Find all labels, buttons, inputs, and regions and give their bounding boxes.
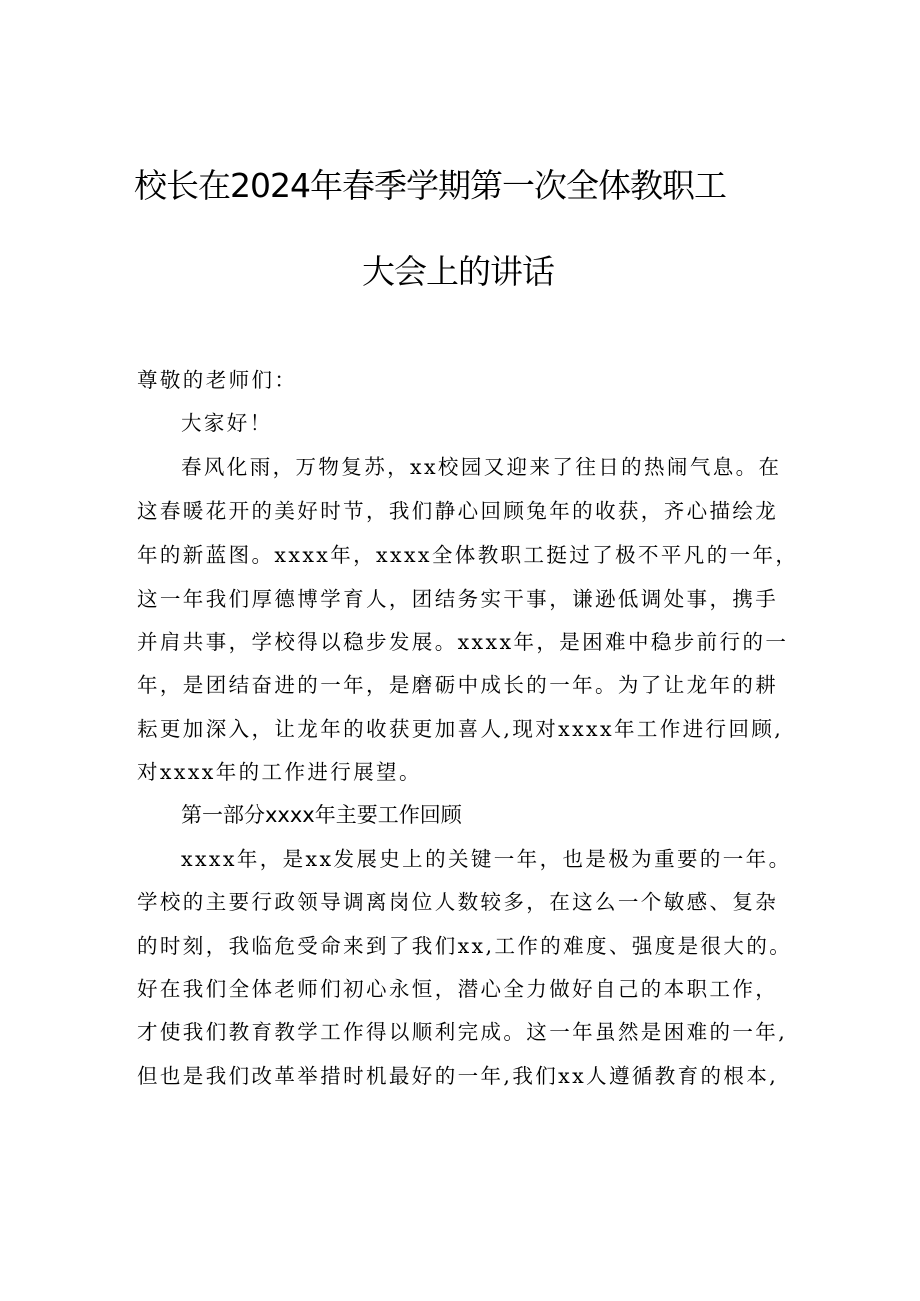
- paragraph-1-line-8: 对xxxx年的工作进行展望。: [137, 760, 422, 784]
- paragraph-2-line-5: 才使我们教育教学工作得以顺利完成。这一年虽然是困难的一年,: [137, 1020, 788, 1044]
- paragraph-1-line-1: 春风化雨，万物复苏，xx校园又迎来了往日的热闹气息。在: [181, 455, 782, 479]
- greeting: 大家好！: [181, 411, 273, 435]
- paragraph-2-line-1: xxxx年，是xx发展史上的关键一年，也是极为重要的一年。: [181, 847, 792, 871]
- paragraph-1-line-2: 这春暖花开的美好时节，我们静心回顾兔年的收获，齐心描绘龙: [137, 499, 779, 523]
- paragraph-1-line-3: 年的新蓝图。xxxx年，xxxx全体教职工挺过了极不平凡的一年，: [137, 543, 799, 567]
- section-heading: 第一部分xxxx年主要工作回顾: [181, 803, 462, 827]
- paragraph-2-line-6: 但也是我们改革举措时机最好的一年,我们xx人遵循教育的根本,: [137, 1064, 779, 1088]
- paragraph-1-line-6: 年，是团结奋进的一年，是磨砺中成长的一年。为了让龙年的耕: [137, 673, 779, 697]
- document-title-line-1: 校长在2024年春季学期第一次全体教职工: [134, 166, 726, 205]
- paragraph-2-line-2: 学校的主要行政领导调离岗位人数较多，在这么一个敏感、复杂: [137, 890, 779, 914]
- paragraph-1-line-4: 这一年我们厚德博学育人，团结务实干事，谦逊低调处事，携手: [137, 587, 779, 611]
- paragraph-2-line-3: 的时刻，我临危受命来到了我们xx,工作的难度、强度是很大的。: [137, 934, 793, 958]
- document-title-line-2: 大会上的讲话: [362, 252, 554, 291]
- paragraph-2-line-4: 好在我们全体老师们初心永恒，潜心全力做好自己的本职工作，: [137, 977, 779, 1001]
- salutation: 尊敬的老师们：: [137, 368, 298, 392]
- paragraph-1-line-7: 耘更加深入，让龙年的收获更加喜人,现对xxxx年工作进行回顾,: [137, 717, 784, 741]
- paragraph-1-line-5: 并肩共事，学校得以稳步发展。xxxx年，是困难中稳步前行的一: [137, 630, 789, 654]
